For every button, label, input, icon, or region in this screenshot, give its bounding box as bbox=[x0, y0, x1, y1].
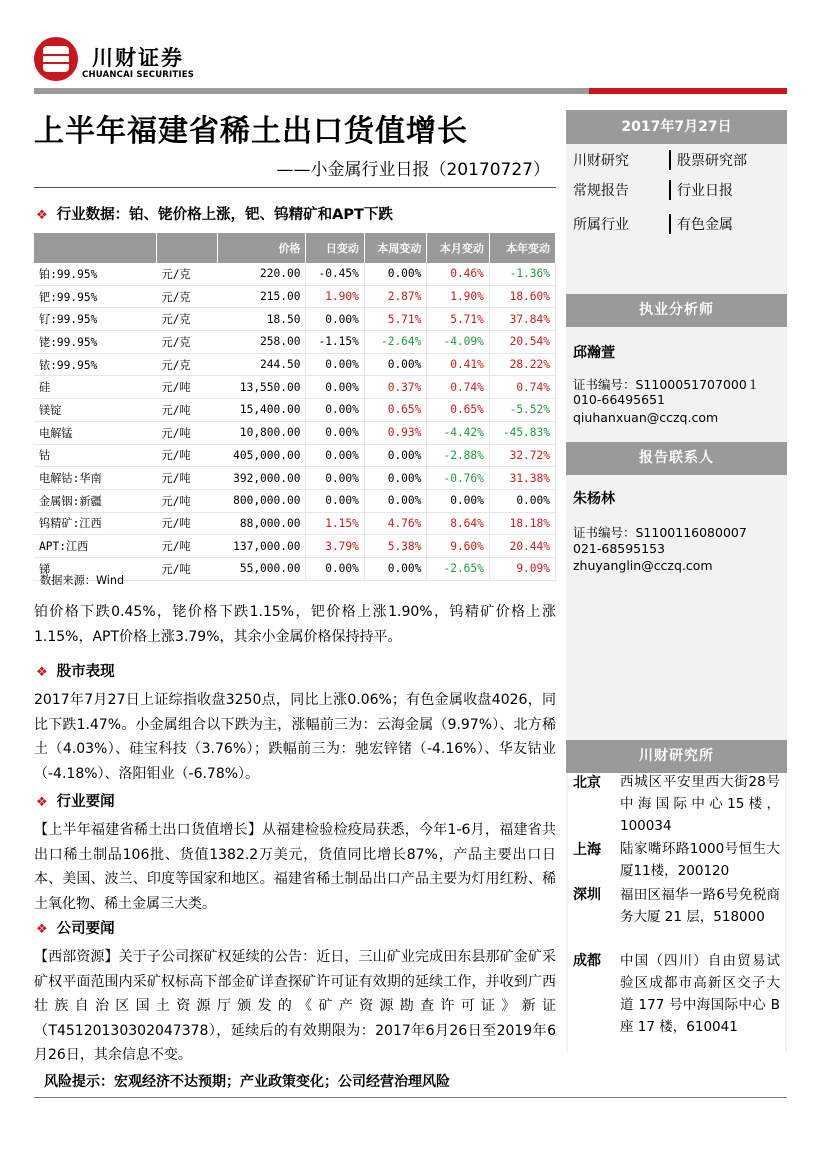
header-bar-red bbox=[589, 88, 787, 94]
table-cell-value: 2.87% bbox=[364, 285, 427, 308]
table-cell-value: 800,000.00 bbox=[218, 489, 306, 512]
table-cell-value: -1.15% bbox=[306, 331, 364, 354]
table-cell-value: 0.00% bbox=[306, 421, 364, 444]
table-cell-value: 18.18% bbox=[489, 512, 555, 535]
diamond-bullet-icon: ❖ bbox=[36, 208, 48, 223]
table-cell-value: 215.00 bbox=[218, 285, 306, 308]
table-cell-value: -2.64% bbox=[364, 331, 427, 354]
brand-name-cn: 川财证券 bbox=[92, 46, 184, 70]
table-cell-name: APT:江西 bbox=[34, 535, 157, 558]
analyst-email[interactable]: qiuhanxuan@cczq.com bbox=[573, 410, 719, 425]
table-cell-value: 20.44% bbox=[489, 535, 555, 558]
table-cell-name: 铂:99.95% bbox=[34, 263, 157, 285]
table-cell-value: 392,000.00 bbox=[218, 467, 306, 490]
table-row bbox=[34, 489, 556, 512]
table-cell-value: 0.00% bbox=[427, 489, 490, 512]
table-cell-name: 金属铟:新疆 bbox=[34, 489, 157, 512]
table-cell-name: 钴 bbox=[34, 444, 157, 467]
table-row bbox=[34, 512, 556, 535]
table-cell-value: 32.72% bbox=[489, 444, 555, 467]
table-cell-value: -4.09% bbox=[427, 331, 490, 354]
section-heading-data: ❖ 行业数据：铂、铑价格上涨，钯、钨精矿和APT下跌 bbox=[36, 207, 393, 223]
table-cell-value: 88,000.00 bbox=[218, 512, 306, 535]
sidebar-meta-row: 所属行业 有色金属 bbox=[573, 214, 733, 234]
diamond-bullet-icon: ❖ bbox=[36, 665, 48, 680]
table-cell-value: 220.00 bbox=[218, 263, 306, 285]
table-cell-value: -5.52% bbox=[489, 399, 555, 422]
table-cell-value: 9.60% bbox=[427, 535, 490, 558]
office-city: 北京 bbox=[573, 775, 601, 791]
table-header-cell: 价格 bbox=[218, 233, 306, 263]
table-cell-value: 0.00% bbox=[306, 489, 364, 512]
table-cell-name: 镁锭 bbox=[34, 399, 157, 422]
paragraph-company-news: 【西部资源】关于子公司探矿权延续的公告：近日，三山矿业完成田东县那矿金矿采矿权平面范围内采矿权标高下部金矿详查探矿许可证有效期的延续工作，并收到广西壮族自治区国土资源厅颁发的《矿产资源勘查许可证》新证（T45120130302047378），延续后的有效期限为：2017年6月26日至2019年6月26日，其余信息不变。 bbox=[34, 949, 556, 1063]
table-cell-value: 18.50 bbox=[218, 308, 306, 331]
table-cell-value: 10,800.00 bbox=[218, 421, 306, 444]
office-city: 成都 bbox=[573, 953, 601, 969]
institute-band: 川财研究所 bbox=[566, 740, 787, 773]
table-cell-value: -2.88% bbox=[427, 444, 490, 467]
table-header-cell: 本年变动 bbox=[489, 233, 555, 263]
table-row bbox=[34, 444, 556, 467]
sidebar-meta-row: 川财研究 股票研究部 bbox=[573, 150, 747, 170]
office-address: 福田区福华一路6号免税商务大厦 21 层，518000 bbox=[620, 887, 780, 925]
table-cell-value: 0.00% bbox=[364, 444, 427, 467]
table-cell-unit: 元/克 bbox=[157, 308, 218, 331]
table-row bbox=[34, 331, 556, 354]
table-row bbox=[34, 308, 556, 331]
table-cell-unit: 元/吨 bbox=[157, 421, 218, 444]
table-cell-unit: 元/吨 bbox=[157, 467, 218, 490]
table-cell-name: 钨精矿:江西 bbox=[34, 512, 157, 535]
table-cell-value: 31.38% bbox=[489, 467, 555, 490]
table-cell-value: -0.76% bbox=[427, 467, 490, 490]
table-row bbox=[34, 285, 556, 308]
table-cell-value: 0.37% bbox=[364, 376, 427, 399]
table-cell-name: 钯:99.95% bbox=[34, 285, 157, 308]
table-cell-value: 0.00% bbox=[306, 353, 364, 376]
table-header-row bbox=[34, 233, 556, 263]
table-cell-value: 0.65% bbox=[364, 399, 427, 422]
title-divider bbox=[34, 187, 556, 188]
table-cell-value: 9.09% bbox=[489, 557, 555, 580]
table-cell-value: 18.60% bbox=[489, 285, 555, 308]
analyst-name: 邱瀚萱 bbox=[573, 345, 615, 361]
table-cell-value: -1.36% bbox=[489, 263, 555, 285]
table-header-cell: 日变动 bbox=[306, 233, 364, 263]
contact-phone: 021-68595153 bbox=[573, 541, 665, 556]
table-cell-name: 硅 bbox=[34, 376, 157, 399]
table-cell-value: 0.00% bbox=[364, 489, 427, 512]
table-cell-name: 电解锰 bbox=[34, 421, 157, 444]
analyst-cert: 证书编号：S1100051707000１ bbox=[573, 377, 760, 392]
table-row bbox=[34, 421, 556, 444]
table-cell-value: 5.71% bbox=[427, 308, 490, 331]
table-cell-name: 铱:99.95% bbox=[34, 353, 157, 376]
diamond-bullet-icon: ❖ bbox=[36, 795, 48, 810]
office-city: 上海 bbox=[573, 842, 601, 858]
office-address: 西城区平安里西大街28号中海国际中心15楼，100034 bbox=[620, 774, 780, 834]
table-cell-value: 0.74% bbox=[427, 376, 490, 399]
table-cell-value: -4.42% bbox=[427, 421, 490, 444]
paragraph-market: 2017年7月27日上证综指收盘3250点，同比上涨0.06%；有色金属收盘4026，同比下跌1.47%。小金属组合以下跌为主，涨幅前三为：云海金属（9.97%）、北方稀土（4.03%）、硅宝科技（3.76%）；跌幅前三为：驰宏锌锗（-4.16%）、华友钴业（-4.18%）、洛阳钼业（-6.78%）。 bbox=[34, 692, 556, 782]
table-cell-value: 4.76% bbox=[364, 512, 427, 535]
table-cell-value: 0.46% bbox=[427, 263, 490, 285]
table-header-cell: 本月变动 bbox=[427, 233, 490, 263]
table-cell-unit: 元/吨 bbox=[157, 557, 218, 580]
table-cell-name: 电解钴:华南 bbox=[34, 467, 157, 490]
table-cell-value: 0.41% bbox=[427, 353, 490, 376]
table-cell-unit: 元/吨 bbox=[157, 535, 218, 558]
table-cell-value: 137,000.00 bbox=[218, 535, 306, 558]
office-address: 中国（四川）自由贸易试验区成都市高新区交子大道 177 号中海国际中心 B 座 17 楼，610041 bbox=[620, 953, 780, 1035]
table-row bbox=[34, 376, 556, 399]
table-row bbox=[34, 399, 556, 422]
table-cell-value: 244.50 bbox=[218, 353, 306, 376]
table-cell-value: 20.54% bbox=[489, 331, 555, 354]
table-cell-value: 8.64% bbox=[427, 512, 490, 535]
table-cell-value: 0.00% bbox=[306, 376, 364, 399]
table-cell-unit: 元/吨 bbox=[157, 512, 218, 535]
table-cell-value: 1.90% bbox=[306, 285, 364, 308]
table-header-cell bbox=[34, 233, 157, 263]
table-cell-value: 28.22% bbox=[489, 353, 555, 376]
analyst-phone: 010-66495651 bbox=[573, 392, 665, 407]
table-cell-value: 0.00% bbox=[306, 399, 364, 422]
page-title: 上半年福建省稀土出口货值增长 bbox=[34, 114, 468, 149]
table-cell-value: 0.00% bbox=[306, 444, 364, 467]
contact-cert: 证书编号：S1100116080007 bbox=[573, 525, 747, 540]
data-source-note: 数据来源：Wind bbox=[40, 574, 125, 587]
header-bar-grey bbox=[34, 88, 589, 94]
table-header-cell: 本周变动 bbox=[364, 233, 427, 263]
table-cell-unit: 元/克 bbox=[157, 353, 218, 376]
table-cell-unit: 元/吨 bbox=[157, 444, 218, 467]
table-cell-value: 37.84% bbox=[489, 308, 555, 331]
table-cell-value: 0.00% bbox=[489, 489, 555, 512]
table-cell-name: 铑:99.95% bbox=[34, 331, 157, 354]
table-cell-value: 0.00% bbox=[364, 353, 427, 376]
section-heading-industry-news: ❖ 行业要闻 bbox=[36, 794, 115, 810]
table-row bbox=[34, 353, 556, 376]
table-cell-value: 5.38% bbox=[364, 535, 427, 558]
table-cell-value: -0.45% bbox=[306, 263, 364, 285]
section-heading-company-news: ❖ 公司要闻 bbox=[36, 921, 115, 937]
table-cell-value: -2.65% bbox=[427, 557, 490, 580]
table-row bbox=[34, 263, 556, 285]
sidebar-date: 2017年7月27日 bbox=[566, 110, 787, 144]
table-cell-value: 0.00% bbox=[306, 467, 364, 490]
paragraph-industry-news: 【上半年福建省稀土出口货值增长】从福建检验检疫局获悉，今年1-6月，福建省共出口稀土制品106批、货值1382.2万美元，货值同比增长87%，产品主要出口日本、美国、波兰、印度等国家和地区。福建省稀土制品出口产品主要为灯用红粉、稀土氧化物、稀土金属三大类。 bbox=[34, 822, 556, 912]
footer-divider bbox=[34, 1097, 787, 1098]
table-cell-unit: 元/克 bbox=[157, 263, 218, 285]
table-cell-name: 锑 bbox=[34, 557, 157, 580]
analyst-band: 执业分析师 bbox=[566, 294, 787, 327]
section-heading-market: ❖ 股市表现 bbox=[36, 664, 115, 680]
contact-name: 朱杨林 bbox=[573, 491, 615, 507]
table-cell-value: 0.00% bbox=[306, 557, 364, 580]
risk-notice: 风险提示：宏观经济不达预期；产业政策变化；公司经营治理风险 bbox=[44, 1074, 450, 1090]
table-cell-value: 0.93% bbox=[364, 421, 427, 444]
office-address: 陆家嘴环路1000号恒生大厦11楼，200120 bbox=[620, 841, 780, 879]
paragraph-summary: 铂价格下跌0.45%，铑价格下跌1.15%，钯价格上涨1.90%，钨精矿价格上涨1.15%，APT价格上涨3.79%，其余小金属价格保持持平。 bbox=[34, 604, 556, 645]
office-city: 深圳 bbox=[573, 887, 601, 903]
contact-email[interactable]: zhuyanglin@cczq.com bbox=[573, 558, 713, 573]
table-cell-value: 0.00% bbox=[364, 557, 427, 580]
table-cell-unit: 元/吨 bbox=[157, 376, 218, 399]
table-cell-value: 0.00% bbox=[364, 467, 427, 490]
table-cell-value: -45.83% bbox=[489, 421, 555, 444]
sidebar-meta-row: 常规报告 行业日报 bbox=[573, 180, 733, 200]
table-cell-unit: 元/吨 bbox=[157, 489, 218, 512]
table-cell-value: 0.00% bbox=[364, 263, 427, 285]
table-cell-value: 0.74% bbox=[489, 376, 555, 399]
table-cell-unit: 元/克 bbox=[157, 331, 218, 354]
table-cell-value: 13,550.00 bbox=[218, 376, 306, 399]
brand-logo-icon bbox=[34, 37, 78, 81]
table-cell-unit: 元/吨 bbox=[157, 399, 218, 422]
table-row bbox=[34, 467, 556, 490]
page-subtitle: ——小金属行业日报（20170727） bbox=[276, 160, 550, 180]
table-cell-name: 钌:99.95% bbox=[34, 308, 157, 331]
table-cell-value: 258.00 bbox=[218, 331, 306, 354]
table-cell-value: 1.90% bbox=[427, 285, 490, 308]
table-cell-value: 1.15% bbox=[306, 512, 364, 535]
table-row bbox=[34, 535, 556, 558]
table-cell-unit: 元/克 bbox=[157, 285, 218, 308]
diamond-bullet-icon: ❖ bbox=[36, 922, 48, 937]
contact-band: 报告联系人 bbox=[566, 442, 787, 475]
table-header-cell bbox=[157, 233, 218, 263]
table-cell-value: 0.65% bbox=[427, 399, 490, 422]
table-cell-value: 0.00% bbox=[306, 308, 364, 331]
table-cell-value: 15,400.00 bbox=[218, 399, 306, 422]
brand-name-en: CHUANCAI SECURITIES bbox=[82, 70, 195, 80]
price-table bbox=[34, 233, 556, 581]
table-cell-value: 3.79% bbox=[306, 535, 364, 558]
table-cell-value: 55,000.00 bbox=[218, 557, 306, 580]
table-cell-value: 5.71% bbox=[364, 308, 427, 331]
table-cell-value: 405,000.00 bbox=[218, 444, 306, 467]
